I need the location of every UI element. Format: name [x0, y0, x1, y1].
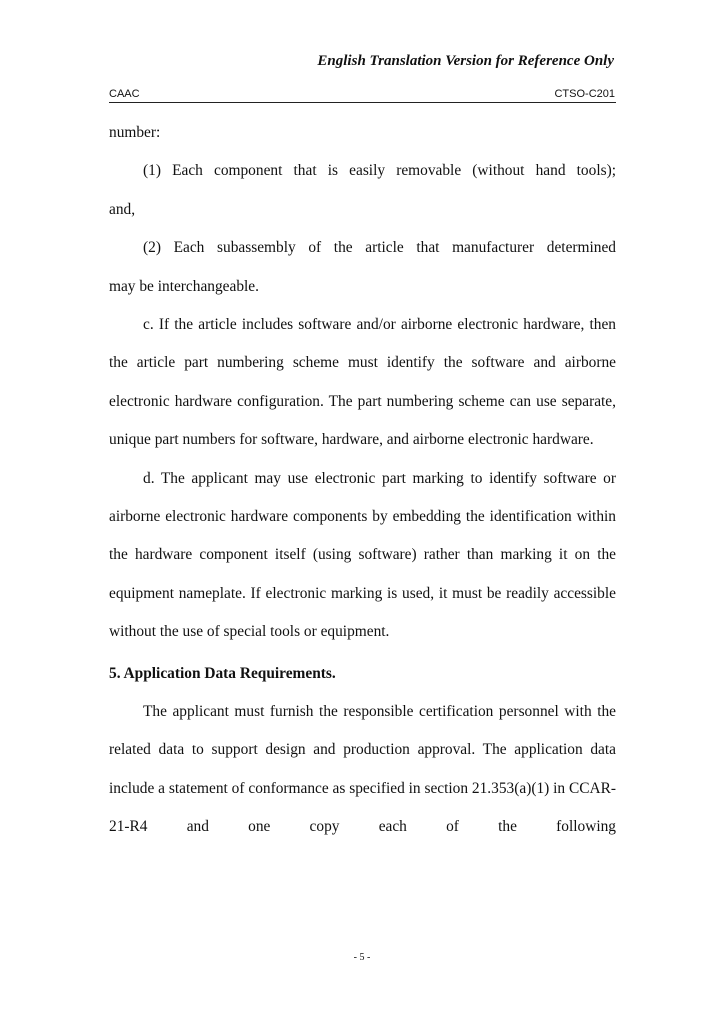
paragraph-item-2-continuation: may be interchangeable.	[109, 277, 259, 295]
paragraph-application-data: The applicant must furnish the responsible certification personnel with the related data to support design and production approval. The application data include a statement of conformance as specified in section 21.353(a)(1) in CCAR-21-R4 and one copy each of the following	[109, 702, 616, 835]
header-organization: CAAC	[109, 88, 140, 100]
paragraph-d: d. The applicant may use electronic part marking to identify software or airborne electronic hardware components by embedding the identification within the hardware component itself (using software) rather than marking it on the equipment nameplate. If electronic marking is used, it must be readily accessible without the use of special tools or equipment.	[109, 469, 616, 641]
page-number: - 5 -	[353, 952, 371, 963]
header-document-id: CTSO-C201	[554, 88, 615, 100]
paragraph-item-2: (2) Each subassembly of the article that manufacturer determined	[143, 239, 616, 257]
paragraph-c: c. If the article includes software and/or airborne electronic hardware, then the article part numbering scheme must identify the software and airborne electronic hardware configuration. The part numbering scheme can use separate, unique part numbers for software, hardware, and airborne electronic hardware.	[109, 316, 616, 449]
paragraph-item-1: (1) Each component that is easily removable (without hand tools);	[143, 162, 616, 180]
translation-note: English Translation Version for Reference Only	[317, 53, 614, 69]
page-header	[109, 88, 616, 103]
paragraph-continuation: number:	[109, 124, 161, 141]
body-text	[109, 114, 616, 846]
section-heading: 5. Application Data Requirements.	[109, 664, 336, 682]
paragraph-item-1-continuation: and,	[109, 200, 136, 218]
